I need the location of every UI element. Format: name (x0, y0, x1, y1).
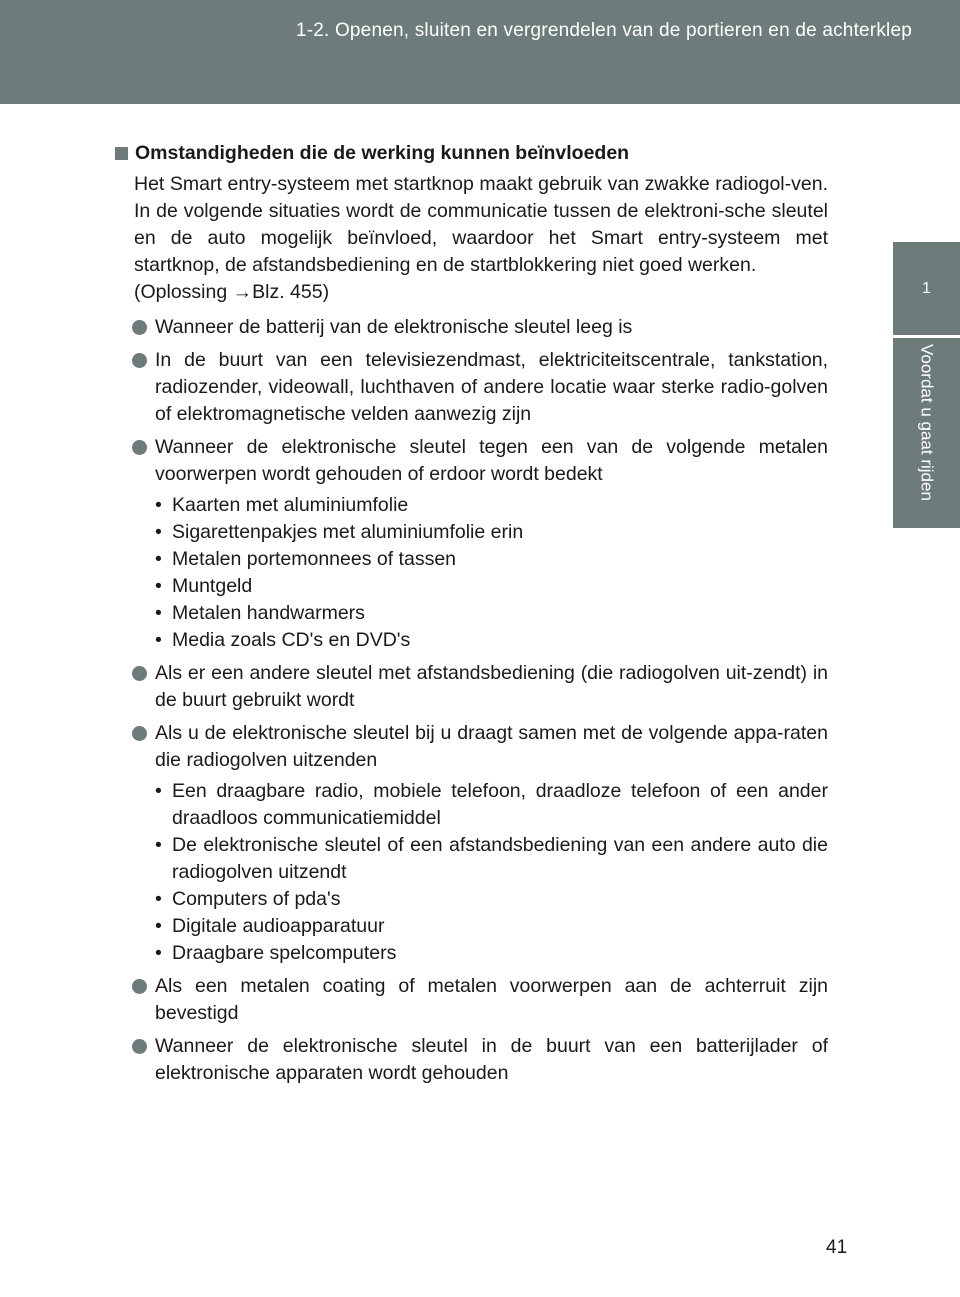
reference-line: (Oplossing →Blz. 455) (134, 281, 330, 303)
list-item-text: Wanneer de batterij van de elektronische sleutel leeg is (155, 316, 633, 338)
sub-list-item (155, 519, 828, 546)
sub-list-item (155, 832, 828, 886)
circle-bullet-icon (132, 666, 147, 681)
dot-bullet-icon: • (155, 942, 162, 964)
header-title: 1-2. Openen, sluiten en vergrendelen van de portieren en de achterklep (295, 20, 912, 41)
chapter-tab-number: 1 (893, 242, 960, 335)
dot-bullet-icon: • (155, 629, 162, 651)
dot-bullet-icon: • (155, 575, 162, 597)
list-item (113, 347, 828, 428)
list-item-text: In de buurt van een televisiezendmast, elektriciteitscentrale, tankstation, radiozender, videowall, luchthaven of andere locatie waar sterke radio-golven of elektromagnetische velden aanwezig zijn (155, 349, 828, 425)
section-heading-text: Omstandigheden die de werking kunnen beïnvloeden (135, 142, 630, 164)
chapter-tab-label (893, 338, 960, 528)
dot-bullet-icon: • (155, 780, 162, 802)
sub-list (155, 492, 828, 654)
list-item (113, 660, 828, 714)
sub-list-item-text: Metalen portemonnees of tassen (172, 548, 457, 570)
intro-paragraph: Het Smart entry-systeem met startknop maakt gebruik van zwakke radiogol-ven. In de volgende situaties wordt de communicatie tussen de elektroni-sche sleutel en de auto mogelijk beïnvloed, waardoor het Smart entry-systeem met startknop, de afstandsbediening en de startblokkering niet goed werken. (134, 173, 828, 276)
list-item (113, 1033, 828, 1087)
circle-bullet-icon (132, 320, 147, 335)
page-header (0, 0, 960, 104)
sub-list-item-text: Kaarten met aluminiumfolie (172, 494, 409, 516)
section-heading (113, 140, 828, 167)
list-item (113, 314, 828, 341)
condition-list (113, 314, 828, 1087)
main-content (113, 140, 828, 1093)
dot-bullet-icon: • (155, 548, 162, 570)
list-item-text: Als een metalen coating of metalen voorwerpen aan de achterruit zijn bevestigd (155, 975, 828, 1024)
sub-list-item-text: Draagbare spelcomputers (172, 942, 397, 964)
list-item (113, 720, 828, 967)
chapter-tab-label-text: Voordat u gaat rijden (917, 344, 937, 501)
list-item-text: Als er een andere sleutel met afstandsbediening (die radiogolven uit-zendt) in de buurt gebruikt wordt (155, 662, 828, 711)
sub-list-item-text: Media zoals CD's en DVD's (172, 629, 411, 651)
list-item (113, 973, 828, 1027)
sub-list-item (155, 546, 828, 573)
sub-list-item (155, 886, 828, 913)
circle-bullet-icon (132, 353, 147, 368)
sub-list-item-text: Metalen handwarmers (172, 602, 365, 624)
sub-list-item-text: Een draagbare radio, mobiele telefoon, draadloze telefoon of een ander draadloos communicatiemiddel (172, 780, 828, 829)
sub-list-item (155, 940, 828, 967)
list-item-text: Als u de elektronische sleutel bij u draagt samen met de volgende appa-raten die radiogolven uitzenden (155, 722, 828, 771)
dot-bullet-icon: • (155, 521, 162, 543)
dot-bullet-icon: • (155, 602, 162, 624)
sub-list-item-text: Muntgeld (172, 575, 253, 597)
list-item-text: Wanneer de elektronische sleutel in de buurt van een batterijlader of elektronische apparaten wordt gehouden (155, 1035, 828, 1084)
dot-bullet-icon: • (155, 915, 162, 937)
sub-list-item-text: Sigarettenpakjes met aluminiumfolie erin (172, 521, 524, 543)
dot-bullet-icon: • (155, 888, 162, 910)
circle-bullet-icon (132, 1039, 147, 1054)
sub-list-item-text: Digitale audioapparatuur (172, 915, 385, 937)
list-item (113, 434, 828, 654)
circle-bullet-icon (132, 979, 147, 994)
sub-list-item (155, 600, 828, 627)
dot-bullet-icon: • (155, 494, 162, 516)
sub-list-item (155, 492, 828, 519)
square-bullet-icon (115, 147, 128, 160)
circle-bullet-icon (132, 440, 147, 455)
dot-bullet-icon: • (155, 834, 162, 856)
sub-list-item (155, 913, 828, 940)
sub-list-item (155, 627, 828, 654)
page-number: 41 (826, 1237, 848, 1258)
sub-list-item-text: Computers of pda's (172, 888, 341, 910)
sub-list-item-text: De elektronische sleutel of een afstandsbediening van een andere auto die radiogolven uitzendt (172, 834, 828, 883)
sub-list-item (155, 573, 828, 600)
sub-list-item (155, 778, 828, 832)
sub-list (155, 778, 828, 967)
list-item-text: Wanneer de elektronische sleutel tegen een van de volgende metalen voorwerpen wordt gehouden of erdoor wordt bedekt (155, 436, 828, 485)
circle-bullet-icon (132, 726, 147, 741)
